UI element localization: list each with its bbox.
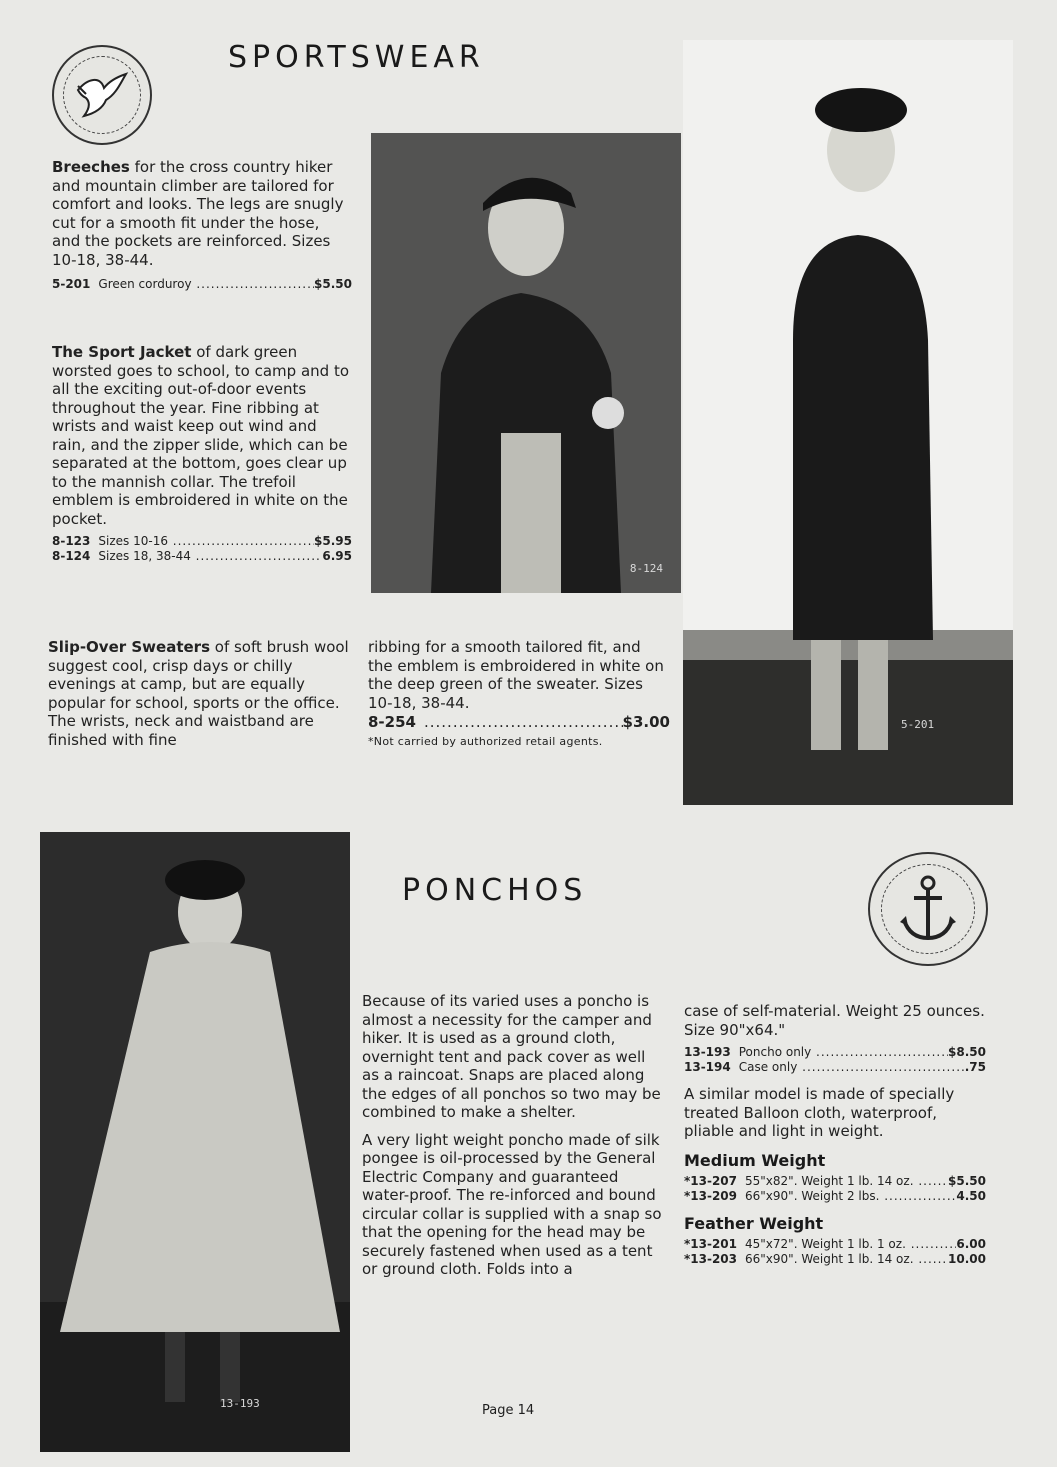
- breeches-photo-caption: 5-201: [901, 718, 935, 731]
- sweaters-description-right: [368, 638, 670, 748]
- price-line: 8-123 Sizes 10-16 ..... $5.95: [52, 534, 352, 549]
- breeches-description: [52, 158, 352, 292]
- medium-weight-heading: Medium Weight: [684, 1150, 826, 1170]
- poncho-para-balloon: A similar model is made of specially treated Balloon cloth, waterproof, pliable and light in weight.: [684, 1085, 955, 1140]
- poncho-photo: [40, 832, 350, 1452]
- feather-weight-heading: Feather Weight: [684, 1213, 824, 1233]
- jacket-photo: [371, 133, 681, 593]
- anchor-icon: [896, 874, 960, 944]
- poncho-para-uses: Because of its varied uses a poncho is almost a necessity for the camper and hiker. It is used as a ground cloth, overnight tent and pack cover as well as a raincoat. Snaps are placed along the edges of all ponchos so two may be combined to make a shelter.: [362, 992, 661, 1121]
- price-line: *13-207 55"x82". Weight 1 lb. 14 oz. ..... $5.50: [684, 1174, 986, 1189]
- dove-emblem: [52, 45, 152, 145]
- price-line: *13-203 66"x90". Weight 1 lb. 14 oz. ..... 10.00: [684, 1252, 986, 1267]
- price-line: 5-201 Green corduroy ..... $5.50: [52, 277, 352, 292]
- ponchos-column-left: [362, 992, 664, 1279]
- jacket-text: of dark green worsted goes to school, to camp and to all the exciting out-of-door events throughout the year. Fine ribbing at wrists and waist keep out wind and rain, and the zipper slide, which can be separated at the bottom, goes clear up to the mannish collar. The trefoil emblem is embroidered in white on the pocket.: [52, 343, 350, 528]
- price-line: 8-254 ..... $3.00: [368, 712, 670, 732]
- price-line: 13-193 Poncho only ..... $8.50: [684, 1045, 986, 1060]
- poncho-photo-caption: 13-193: [220, 1397, 260, 1410]
- anchor-emblem: [868, 852, 988, 966]
- jacket-description: [52, 343, 352, 564]
- poncho-para-case: case of self-material. Weight 25 ounces. Size 90"x64.": [684, 1002, 985, 1039]
- sweaters-lead: Slip-Over Sweaters: [48, 638, 210, 656]
- poncho-para-silk: A very light weight poncho made of silk pongee is oil-processed by the General Electric Company and guaranteed water-proof. The re-inforced and bound circular collar is supplied with a snap so that the opening for the head may be securely fastened when used as a tent or ground cloth. Folds into a: [362, 1130, 662, 1278]
- sweaters-text-left: of soft brush wool suggest cool, crisp days or chilly evenings at camp, but are equally popular for school, sports or the office. The wrists, neck and waistband are finished with fine: [48, 638, 349, 749]
- price-line: *13-209 66"x90". Weight 2 lbs. ..... 4.50: [684, 1189, 986, 1204]
- price-line: 13-194 Case only ..... .75: [684, 1060, 986, 1075]
- price-line: 8-124 Sizes 18, 38-44 ..... 6.95: [52, 549, 352, 564]
- section-title-sportswear: SPORTSWEAR: [228, 40, 485, 75]
- page-number: Page 14: [482, 1403, 535, 1418]
- dove-icon: [74, 70, 130, 120]
- breeches-photo: [683, 40, 1013, 805]
- section-title-ponchos: PONCHOS: [402, 873, 588, 908]
- jacket-lead: The Sport Jacket: [52, 343, 192, 361]
- sweaters-description-left: [48, 638, 350, 749]
- ponchos-column-right: [684, 1002, 986, 1267]
- retail-note: *Not carried by authorized retail agents.: [368, 735, 603, 748]
- breeches-text: for the cross country hiker and mountain climber are tailored for comfort and looks. The legs are snugly cut for a smooth fit under the hose, and the pockets are reinforced. Sizes 10-18, 38-44.: [52, 158, 344, 269]
- jacket-photo-caption: 8-124: [629, 562, 663, 575]
- sweaters-text-right: ribbing for a smooth tailored fit, and the emblem is embroidered in white on the deep green of the sweater. Sizes 10-18, 38-44.: [368, 638, 664, 712]
- price-line: *13-201 45"x72". Weight 1 lb. 1 oz. ..... 6.00: [684, 1237, 986, 1252]
- breeches-lead: Breeches: [52, 158, 130, 176]
